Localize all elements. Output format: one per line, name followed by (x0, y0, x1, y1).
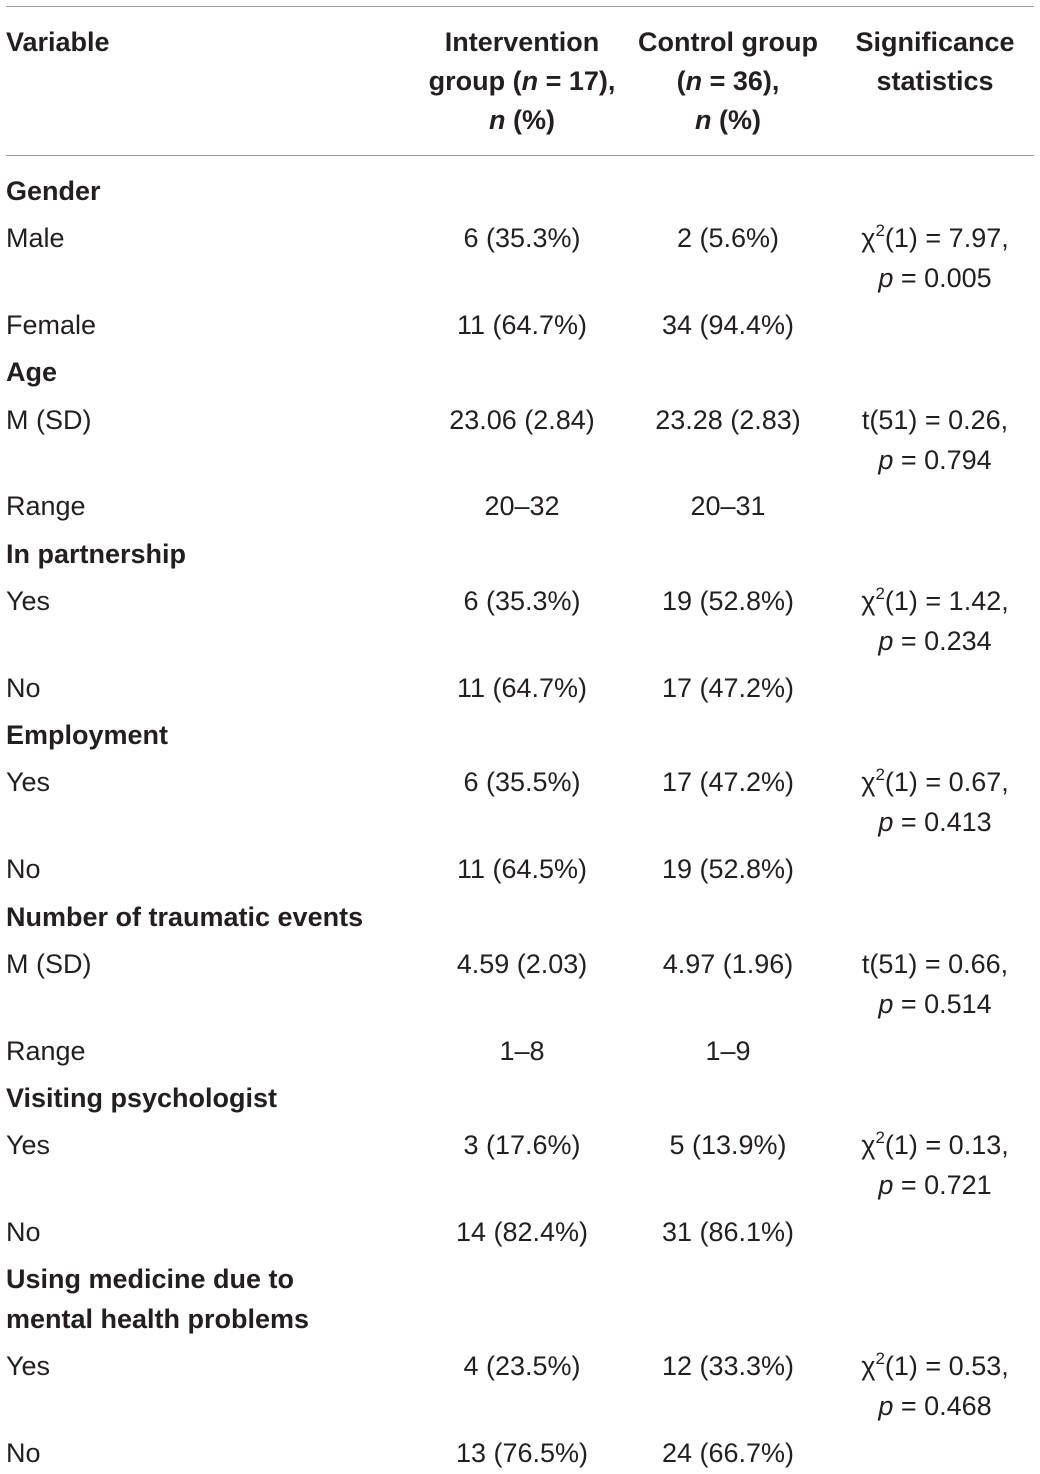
intervention-value: 23.06 (2.84) (449, 405, 595, 435)
section-title: Gender (6, 176, 101, 206)
control-value: 17 (47.2%) (661, 673, 795, 703)
intervention-value: 20–32 (484, 491, 560, 521)
section-title: In partnership (6, 539, 187, 569)
significance-stat: $\chi^2(1) = 7.97$, p = 0.005 (861, 221, 1009, 293)
control-value: 12 (33.3%) (661, 1351, 795, 1381)
control-value: 34 (94.4%) (661, 310, 795, 340)
header-significance: Significance statistics (855, 27, 1015, 96)
control-value: 19 (52.8%) (661, 586, 795, 616)
row-label: Yes (6, 1130, 51, 1160)
row-label: Range (6, 491, 86, 521)
intervention-value: 11 (64.5%) (456, 854, 588, 884)
control-value: 24 (66.7%) (661, 1438, 795, 1468)
row-label: Male (6, 223, 65, 253)
significance-stat: t(51) = 0.66, p = 0.514 (861, 949, 1009, 1019)
row-label: Yes (6, 586, 51, 616)
control-value: 31 (86.1%) (661, 1217, 795, 1247)
intervention-value: 13 (76.5%) (455, 1438, 589, 1468)
row-label: Yes (6, 767, 51, 797)
row-label: No (6, 1438, 41, 1468)
significance-stat: $\chi^2(1) = 0.67$, p = 0.413 (861, 765, 1009, 837)
row-label: No (6, 673, 41, 703)
row-label: No (6, 854, 41, 884)
intervention-value: 14 (82.4%) (455, 1217, 589, 1247)
intervention-value: 6 (35.3%) (463, 223, 581, 253)
control-value: 17 (47.2%) (661, 767, 795, 797)
row-label: Female (6, 310, 97, 340)
control-value: 19 (52.8%) (661, 854, 795, 884)
header-control: Control group (n = 36), n (%) (638, 27, 818, 135)
significance-stat: $\chi^2(1) = 1.42$, p = 0.234 (861, 584, 1009, 656)
section-title: Using medicine due to mental health problems (6, 1264, 310, 1334)
significance-stat: t(51) = 0.26, p = 0.794 (861, 405, 1009, 475)
intervention-value: 6 (35.3%) (463, 586, 581, 616)
row-label: Range (6, 1036, 86, 1066)
row-label: Yes (6, 1351, 51, 1381)
intervention-value: 4.59 (2.03) (456, 949, 588, 979)
section-title: Employment (6, 720, 169, 750)
control-value: 4.97 (1.96) (662, 949, 794, 979)
significance-stat: $\chi^2(1) = 0.53$, p = 0.468 (861, 1349, 1009, 1421)
intervention-value: 11 (64.7%) (456, 310, 588, 340)
row-label: No (6, 1217, 41, 1247)
intervention-value: 6 (35.5%) (463, 767, 581, 797)
intervention-value: 3 (17.6%) (463, 1130, 581, 1160)
control-value: 5 (13.9%) (669, 1130, 787, 1160)
row-label: M (SD) (6, 949, 92, 979)
section-title: Visiting psychologist (6, 1083, 278, 1113)
header-variable: Variable (6, 27, 110, 57)
header-intervention: Intervention group (n = 17), n (%) (428, 27, 616, 135)
intervention-value: 1–8 (499, 1036, 545, 1066)
section-title: Age (6, 357, 58, 387)
row-label: M (SD) (6, 405, 92, 435)
section-title: Number of traumatic events (6, 902, 364, 932)
intervention-value: 4 (23.5%) (463, 1351, 581, 1381)
header-rule (6, 155, 1034, 156)
control-value: 1–9 (705, 1036, 751, 1066)
intervention-value: 11 (64.7%) (456, 673, 588, 703)
significance-stat: $\chi^2(1) = 0.13$, p = 0.721 (861, 1128, 1009, 1200)
control-value: 20–31 (690, 491, 766, 521)
control-value: 23.28 (2.83) (655, 405, 801, 435)
control-value: 2 (5.6%) (676, 223, 780, 253)
table-top-rule (6, 6, 1034, 7)
